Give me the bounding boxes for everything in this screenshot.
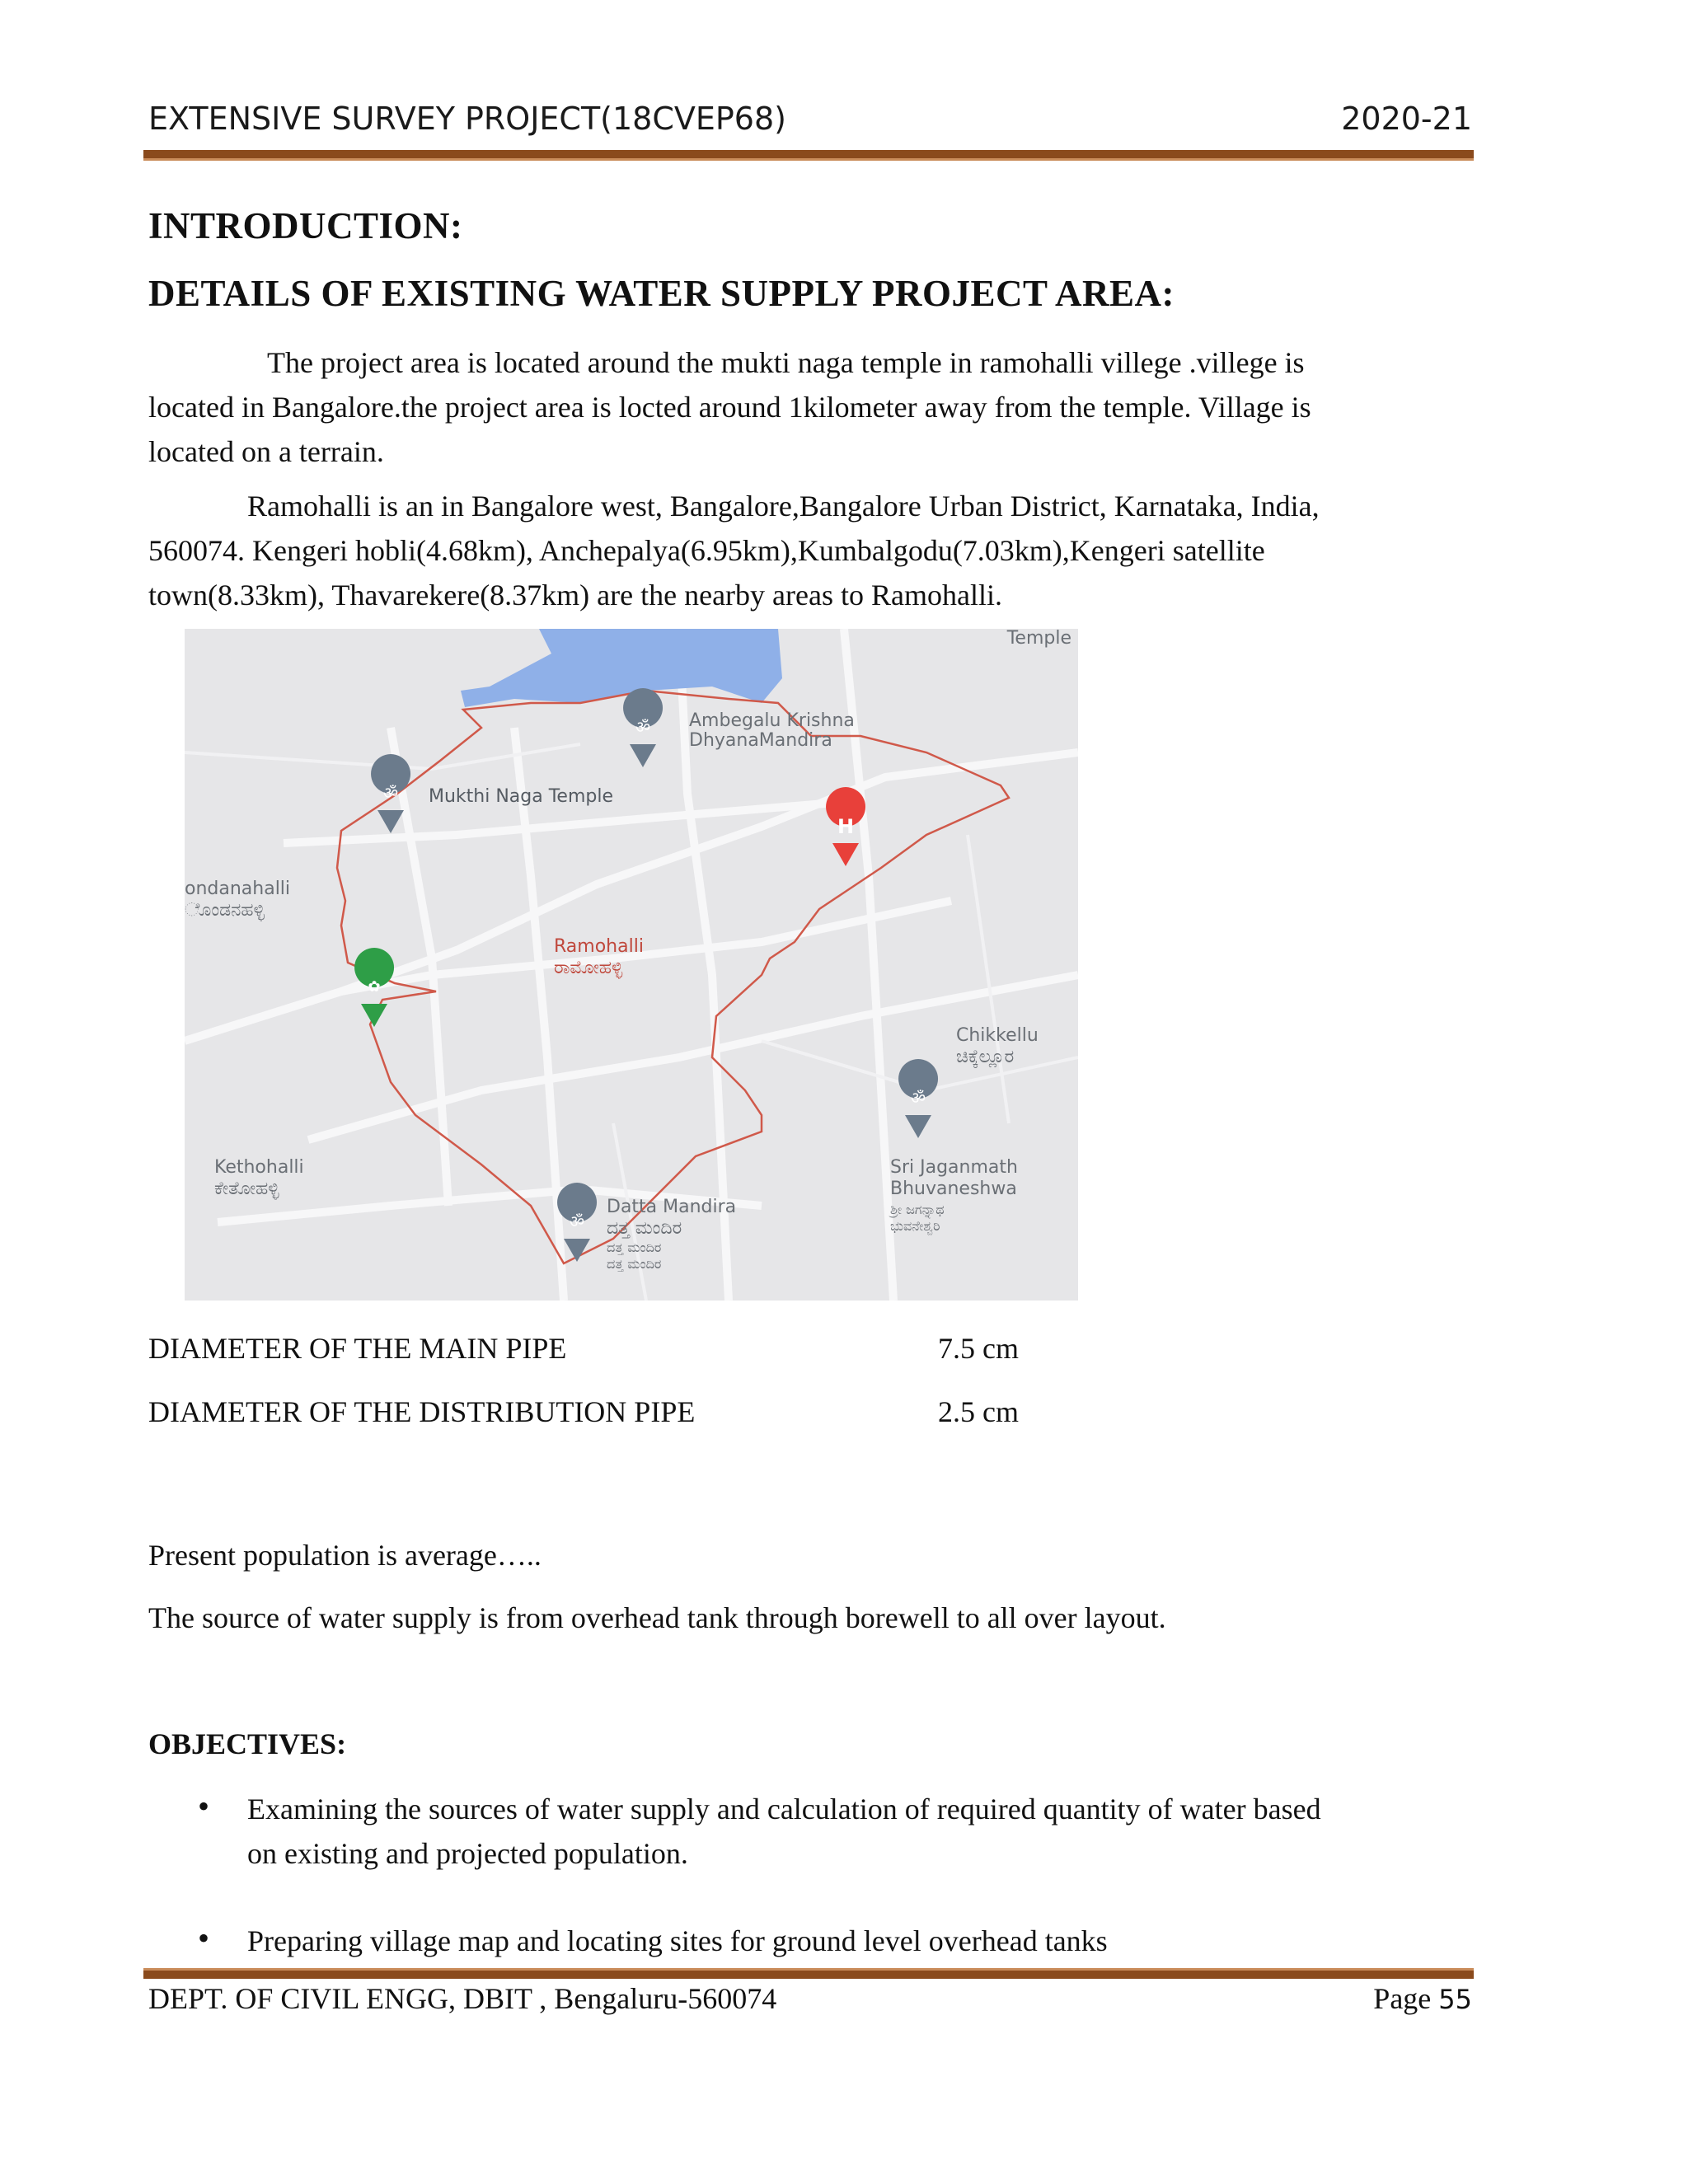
- hospital-icon: H: [837, 815, 855, 838]
- objective-line: Examining the sources of water supply and calculation of required quantity of water based: [247, 1793, 1321, 1825]
- paragraph-line: Ramohalli is an in Bangalore west, Bangalore,Bangalore Urban District, Karnataka, India,: [247, 490, 1320, 523]
- om-icon: ॐ: [382, 783, 399, 803]
- map-label-mukthi: Mukthi Naga Temple: [429, 786, 613, 807]
- footer-department: DEPT. OF CIVIL ENGG, DBIT , Bengaluru-560074: [148, 1982, 777, 2015]
- objective-line: Preparing village map and locating sites for ground level overhead tanks: [247, 1924, 1108, 1957]
- map-label-chikkellu: Chikkellu: [956, 1025, 1039, 1046]
- spec-main-pipe-label: DIAMETER OF THE MAIN PIPE: [148, 1332, 567, 1365]
- objective-item-1: [247, 1787, 1321, 1876]
- map-label-kondanahalli: ondanahalli: [185, 879, 291, 899]
- paragraph-ramohalli: [148, 484, 1472, 617]
- header-title: EXTENSIVE SURVEY PROJECT(18CVEP68): [148, 101, 786, 137]
- bullet-icon: •: [198, 1919, 210, 1957]
- map-label-dhyanamandira: DhyanaMandira: [689, 730, 832, 751]
- map-label-datta: Datta Mandira: [607, 1197, 737, 1217]
- map-label-kondanahalli-kannada: ೊಂಡನಹಳ್ಳಿ: [185, 900, 265, 921]
- om-icon: ॐ: [569, 1212, 585, 1231]
- paragraph-project-area: [148, 340, 1472, 474]
- objectives-heading: OBJECTIVES:: [148, 1727, 347, 1760]
- footer-page-label: Page: [1373, 1982, 1432, 2015]
- header-rule: [143, 150, 1474, 161]
- village-map: [185, 629, 1078, 1301]
- paragraph-line: 560074. Kengeri hobli(4.68km), Anchepalya(6.95km),Kumbalgodu(7.03km),Kengeri satellite: [148, 534, 1265, 567]
- population-text: Present population is average…..: [148, 1539, 542, 1572]
- om-icon: ॐ: [910, 1088, 926, 1108]
- page-footer: [148, 1981, 1472, 2031]
- footer-rule: [143, 1968, 1474, 1979]
- paragraph-line: The project area is located around the mukti naga temple in ramohalli villege .villege is: [267, 346, 1305, 379]
- footer-page: [1373, 1981, 1472, 2016]
- spec-distribution-pipe-label: DIAMETER OF THE DISTRIBUTION PIPE: [148, 1395, 696, 1428]
- map-label-jagannath-kannada: ಶ್ರೀ ಜಗನ್ನಾಥ: [890, 1202, 945, 1217]
- water-source-text: The source of water supply is from overhead tank through borewell to all over layout.: [148, 1601, 1166, 1634]
- map-canvas: [185, 629, 1078, 1301]
- objective-line: on existing and projected population.: [247, 1837, 688, 1870]
- map-label-ramohalli: Ramohalli: [554, 936, 644, 957]
- paragraph-line: located on a terrain.: [148, 435, 384, 468]
- map-label-bhuvaneshwa: Bhuvaneshwa: [890, 1179, 1017, 1199]
- heading-details: DETAILS OF EXISTING WATER SUPPLY PROJECT AREA:: [148, 273, 1175, 314]
- map-label-ambegalu: Ambegalu Krishna: [689, 710, 855, 731]
- spec-distribution-pipe-value: 2.5 cm: [938, 1395, 1019, 1428]
- objective-item-2: [247, 1919, 1108, 1963]
- paragraph-line: located in Bangalore.the project area is locted around 1kilometer away from the temple. Village is: [148, 391, 1311, 424]
- map-label-datta-kannada-3: ದತ್ತ ಮಂದಿರ: [607, 1256, 662, 1272]
- park-icon: ✿: [368, 978, 381, 996]
- map-label-jagannath: Sri Jaganmath: [890, 1157, 1018, 1178]
- spec-main-pipe-value: 7.5 cm: [938, 1332, 1019, 1365]
- map-label-datta-kannada-2: ದತ್ತ ಮಂದಿರ: [607, 1240, 662, 1255]
- map-label-chikkellu-kannada: ಚಿಕ್ಕೆಲ್ಲೂರ: [956, 1047, 1015, 1067]
- header-year: 2020-21: [1341, 101, 1472, 137]
- page-header: [148, 101, 1472, 150]
- om-icon: ॐ: [635, 717, 651, 737]
- map-label-kethohalli: Kethohalli: [214, 1157, 304, 1178]
- paragraph-line: town(8.33km), Thavarekere(8.37km) are the nearby areas to Ramohalli.: [148, 579, 1002, 612]
- footer-page-number: 55: [1438, 1984, 1472, 2015]
- map-label-ramohalli-kannada: ರಾಮೋಹಳ್ಳಿ: [554, 958, 623, 978]
- map-label-temple: Temple: [1006, 629, 1071, 649]
- bullet-icon: •: [198, 1788, 210, 1825]
- heading-introduction: INTRODUCTION:: [148, 205, 463, 246]
- map-label-kethohalli-kannada: ಕೇತೋಹಳ್ಳಿ: [214, 1179, 279, 1199]
- map-label-bhuvaneshwa-kannada: ಭುವನೇಶ್ವರಿ: [890, 1218, 940, 1234]
- map-label-datta-kannada: ದತ್ತ ಮಂದಿರ: [607, 1218, 682, 1239]
